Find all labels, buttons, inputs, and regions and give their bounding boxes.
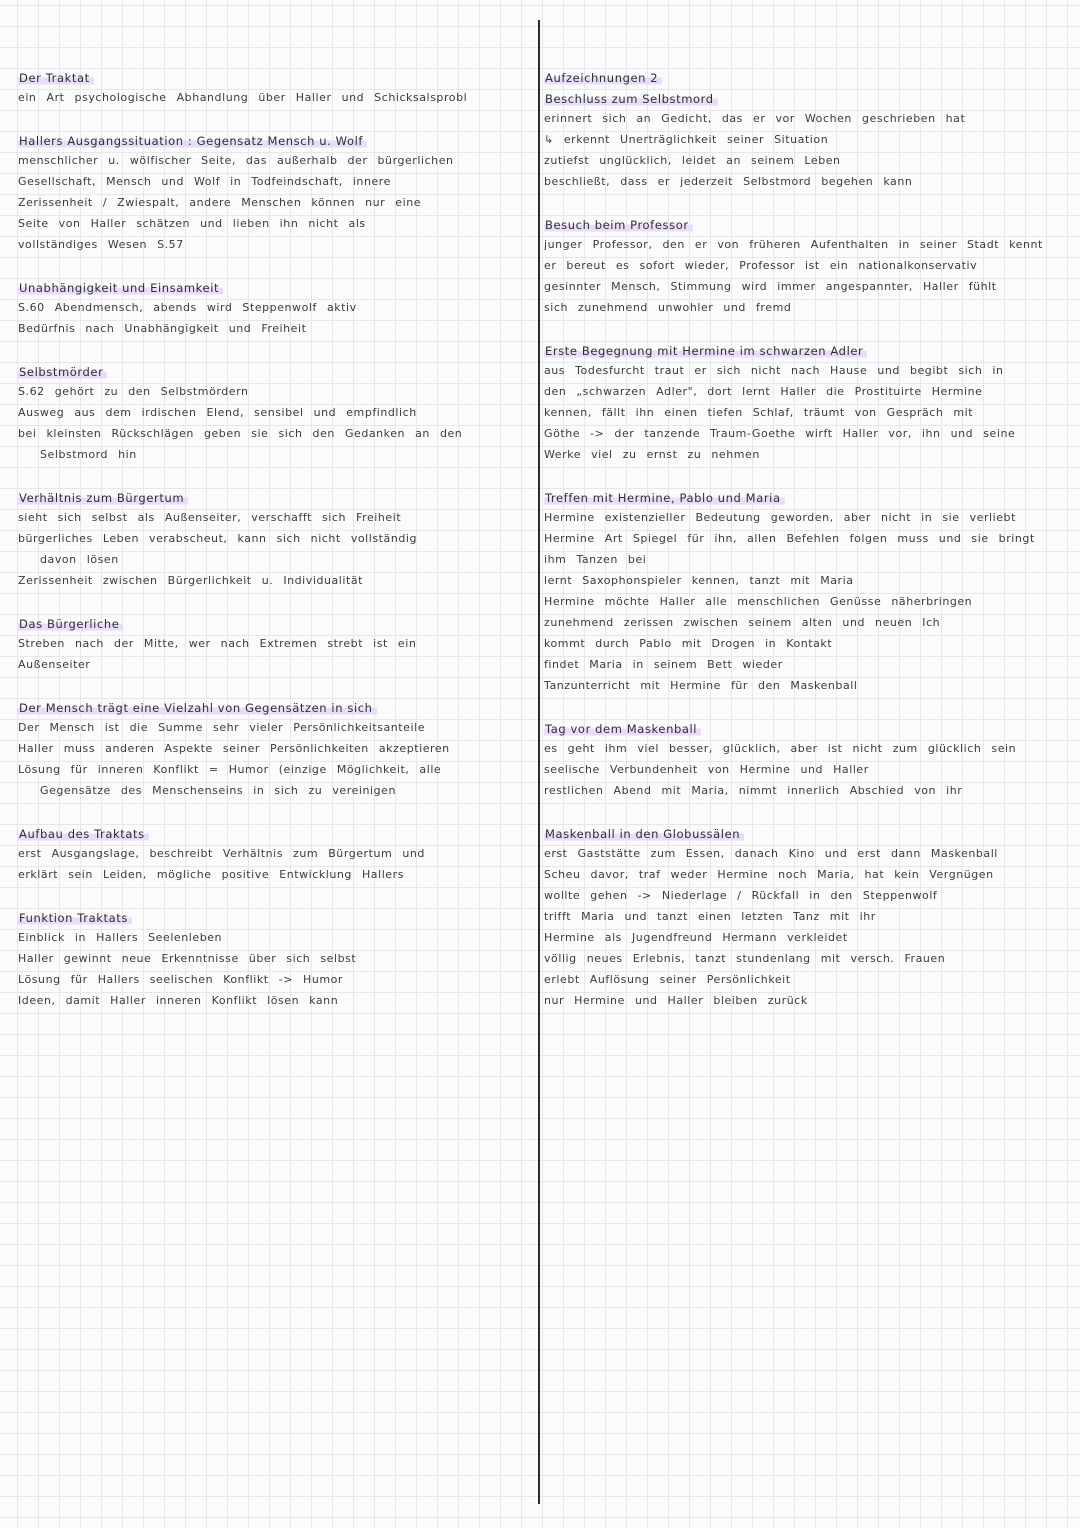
page-title: Aufzeichnungen 2 (544, 71, 662, 85)
section-heading: Hallers Ausgangssituation : Gegensatz Mensch u. Wolf (18, 134, 367, 148)
note-line: zutiefst unglücklich, leidet an seinem Leben (544, 154, 841, 167)
note-line: S.62 gehört zu den Selbstmördern (18, 385, 249, 398)
note-line: restlichen Abend mit Maria, nimmt innerlich Abschied von ihr (544, 784, 963, 797)
note-line: ↳ erkennt Unerträglichkeit seiner Situation (544, 133, 829, 146)
note-line: S.60 Abendmensch, abends wird Steppenwolf aktiv (18, 301, 357, 314)
note-line: Zerissenheit / Zwiespalt, andere Menschen können nur eine (18, 196, 422, 209)
section-heading: Treffen mit Hermine, Pablo und Maria (544, 491, 785, 505)
note-line: trifft Maria und tanzt einen letzten Tanz mit ihr (544, 910, 876, 923)
note-line: Lösung für Hallers seelischen Konflikt -> Humor (18, 973, 343, 986)
section-unabhaengigkeit (18, 276, 530, 339)
note-line: sich zunehmend unwohler und fremd (544, 301, 792, 314)
section-traktat (18, 66, 530, 108)
section-heading: Aufbau des Traktats (18, 827, 149, 841)
note-line: Zerissenheit zwischen Bürgerlichkeit u. Individualität (18, 574, 364, 587)
note-line: Hermine Art Spiegel für ihn, allen Befehlen folgen muss und sie bringt (544, 532, 1035, 545)
note-line: lernt Saxophonspieler kennen, tanzt mit Maria (544, 574, 854, 587)
note-line: erlebt Auflösung seiner Persönlichkeit (544, 973, 791, 986)
note-line: aus Todesfurcht traut er sich nicht nach Hause und begibt sich in (544, 364, 1004, 377)
note-line: Hermine möchte Haller alle menschlichen Genüsse näherbringen (544, 595, 973, 608)
note-line: gesinnter Mensch, Stimmung wird immer angespannter, Haller fühlt (544, 280, 997, 293)
note-line: beschließt, dass er jederzeit Selbstmord begehen kann (544, 175, 913, 188)
section-heading: Verhältnis zum Bürgertum (18, 491, 188, 505)
section-heading: Erste Begegnung mit Hermine im schwarzen Adler (544, 344, 867, 358)
note-line: Haller gewinnt neue Erkenntnisse über sich selbst (18, 952, 357, 965)
section-heading: Beschluss zum Selbstmord (544, 92, 718, 106)
note-line: Bedürfnis nach Unabhängigkeit und Freiheit (18, 322, 307, 335)
note-line: seelische Verbundenheit von Hermine und Haller (544, 763, 869, 776)
section-beschluss (544, 87, 1074, 192)
note-line: findet Maria in seinem Bett wieder (544, 658, 783, 671)
page-divider (538, 20, 540, 1504)
section-professor (544, 213, 1074, 318)
note-line: vollständiges Wesen S.57 (18, 238, 184, 251)
section-buergerliche (18, 612, 530, 675)
section-heading: Funktion Traktats (18, 911, 132, 925)
section-heading: Der Traktat (18, 71, 94, 85)
note-line: Einblick in Hallers Seelenleben (18, 931, 223, 944)
note-line: Gesellschaft, Mensch und Wolf in Todfeindschaft, innere (18, 175, 391, 188)
note-line: Lösung für inneren Konflikt = Humor (einzige Möglichkeit, alle (18, 763, 442, 776)
note-line: davon lösen (40, 553, 119, 566)
note-line: bürgerliches Leben verabscheut, kann sich nicht vollständig (18, 532, 418, 545)
note-line: er bereut es sofort wieder, Professor ist ein nationalkonservativ (544, 259, 978, 272)
note-line: menschlicher u. wölfischer Seite, das außerhalb der bürgerlichen (18, 154, 454, 167)
section-funktion (18, 906, 530, 1011)
note-line: Streben nach der Mitte, wer nach Extremen strebt ist ein (18, 637, 417, 650)
note-line: Seite von Haller schätzen und lieben ihn nicht als (18, 217, 366, 230)
note-line: erst Gaststätte zum Essen, danach Kino und erst dann Maskenball (544, 847, 998, 860)
note-line: wollte gehen -> Niederlage / Rückfall in den Steppenwolf (544, 889, 938, 902)
section-heading: Selbstmörder (18, 365, 107, 379)
note-line: Tanzunterricht mit Hermine für den Maskenball (544, 679, 858, 692)
note-line: Selbstmord hin (40, 448, 137, 461)
note-line: erinnert sich an Gedicht, das er vor Wochen geschrieben hat (544, 112, 966, 125)
section-ausgangssituation (18, 129, 530, 255)
section-heading: Das Bürgerliche (18, 617, 123, 631)
note-line: den „schwarzen Adler", dort lernt Haller die Prostituirte Hermine (544, 385, 983, 398)
note-line: Der Mensch ist die Summe sehr vieler Persönlichkeitsanteile (18, 721, 426, 734)
note-line: erklärt sein Leiden, mögliche positive Entwicklung Hallers (18, 868, 404, 881)
note-line: bei kleinsten Rückschlägen geben sie sich den Gedanken an den (18, 427, 463, 440)
left-column (18, 66, 530, 1032)
note-line: ein Art psychologische Abhandlung über Haller und Schicksalsprobl (18, 91, 468, 104)
note-line: ihm Tanzen bei (544, 553, 647, 566)
section-aufbau (18, 822, 530, 885)
section-buergertum (18, 486, 530, 591)
section-treffen (544, 486, 1074, 696)
note-line: Werke viel zu ernst zu nehmen (544, 448, 760, 461)
section-heading: Maskenball in den Globussälen (544, 827, 744, 841)
note-line: kennen, fällt ihn einen tiefen Schlaf, träumt von Gespräch mit (544, 406, 974, 419)
note-line: Scheu davor, traf weder Hermine noch Maria, hat kein Vergnügen (544, 868, 994, 881)
note-line: Ideen, damit Haller inneren Konflikt lösen kann (18, 994, 339, 1007)
section-maskenball (544, 822, 1074, 1011)
note-line: sieht sich selbst als Außenseiter, verschafft sich Freiheit (18, 511, 402, 524)
note-line: zunehmend zerissen zwischen seinem alten und neuen Ich (544, 616, 941, 629)
note-line: junger Professor, den er von früheren Aufenthalten in seiner Stadt kennt (544, 238, 1043, 251)
note-line: nur Hermine und Haller bleiben zurück (544, 994, 808, 1007)
section-selbstmoerder (18, 360, 530, 465)
note-line: Gegensätze des Menschenseins in sich zu vereinigen (40, 784, 396, 797)
note-line: völlig neues Erlebnis, tanzt stundenlang mit versch. Frauen (544, 952, 946, 965)
note-line: kommt durch Pablo mit Drogen in Kontakt (544, 637, 833, 650)
section-heading: Unabhängigkeit und Einsamkeit (18, 281, 223, 295)
note-line: es geht ihm viel besser, glücklich, aber ist nicht zum glücklich sein (544, 742, 1017, 755)
note-line: Göthe -> der tanzende Traum-Goethe wirft Haller vor, ihn und seine (544, 427, 1016, 440)
section-heading: Tag vor dem Maskenball (544, 722, 701, 736)
note-line: Ausweg aus dem irdischen Elend, sensibel und empfindlich (18, 406, 417, 419)
section-tag-vor-maskenball (544, 717, 1074, 801)
section-heading: Besuch beim Professor (544, 218, 693, 232)
note-line: Hermine als Jugendfreund Hermann verkleidet (544, 931, 848, 944)
right-column (544, 66, 1074, 1032)
section-heading: Der Mensch trägt eine Vielzahl von Gegensätzen in sich (18, 701, 377, 715)
section-hermine-adler (544, 339, 1074, 465)
note-line: Außenseiter (18, 658, 91, 671)
note-line: Haller muss anderen Aspekte seiner Persönlichkeiten akzeptieren (18, 742, 450, 755)
section-gegensaetze (18, 696, 530, 801)
note-line: Hermine existenzieller Bedeutung geworden, aber nicht in sie verliebt (544, 511, 1016, 524)
note-line: erst Ausgangslage, beschreibt Verhältnis zum Bürgertum und (18, 847, 425, 860)
